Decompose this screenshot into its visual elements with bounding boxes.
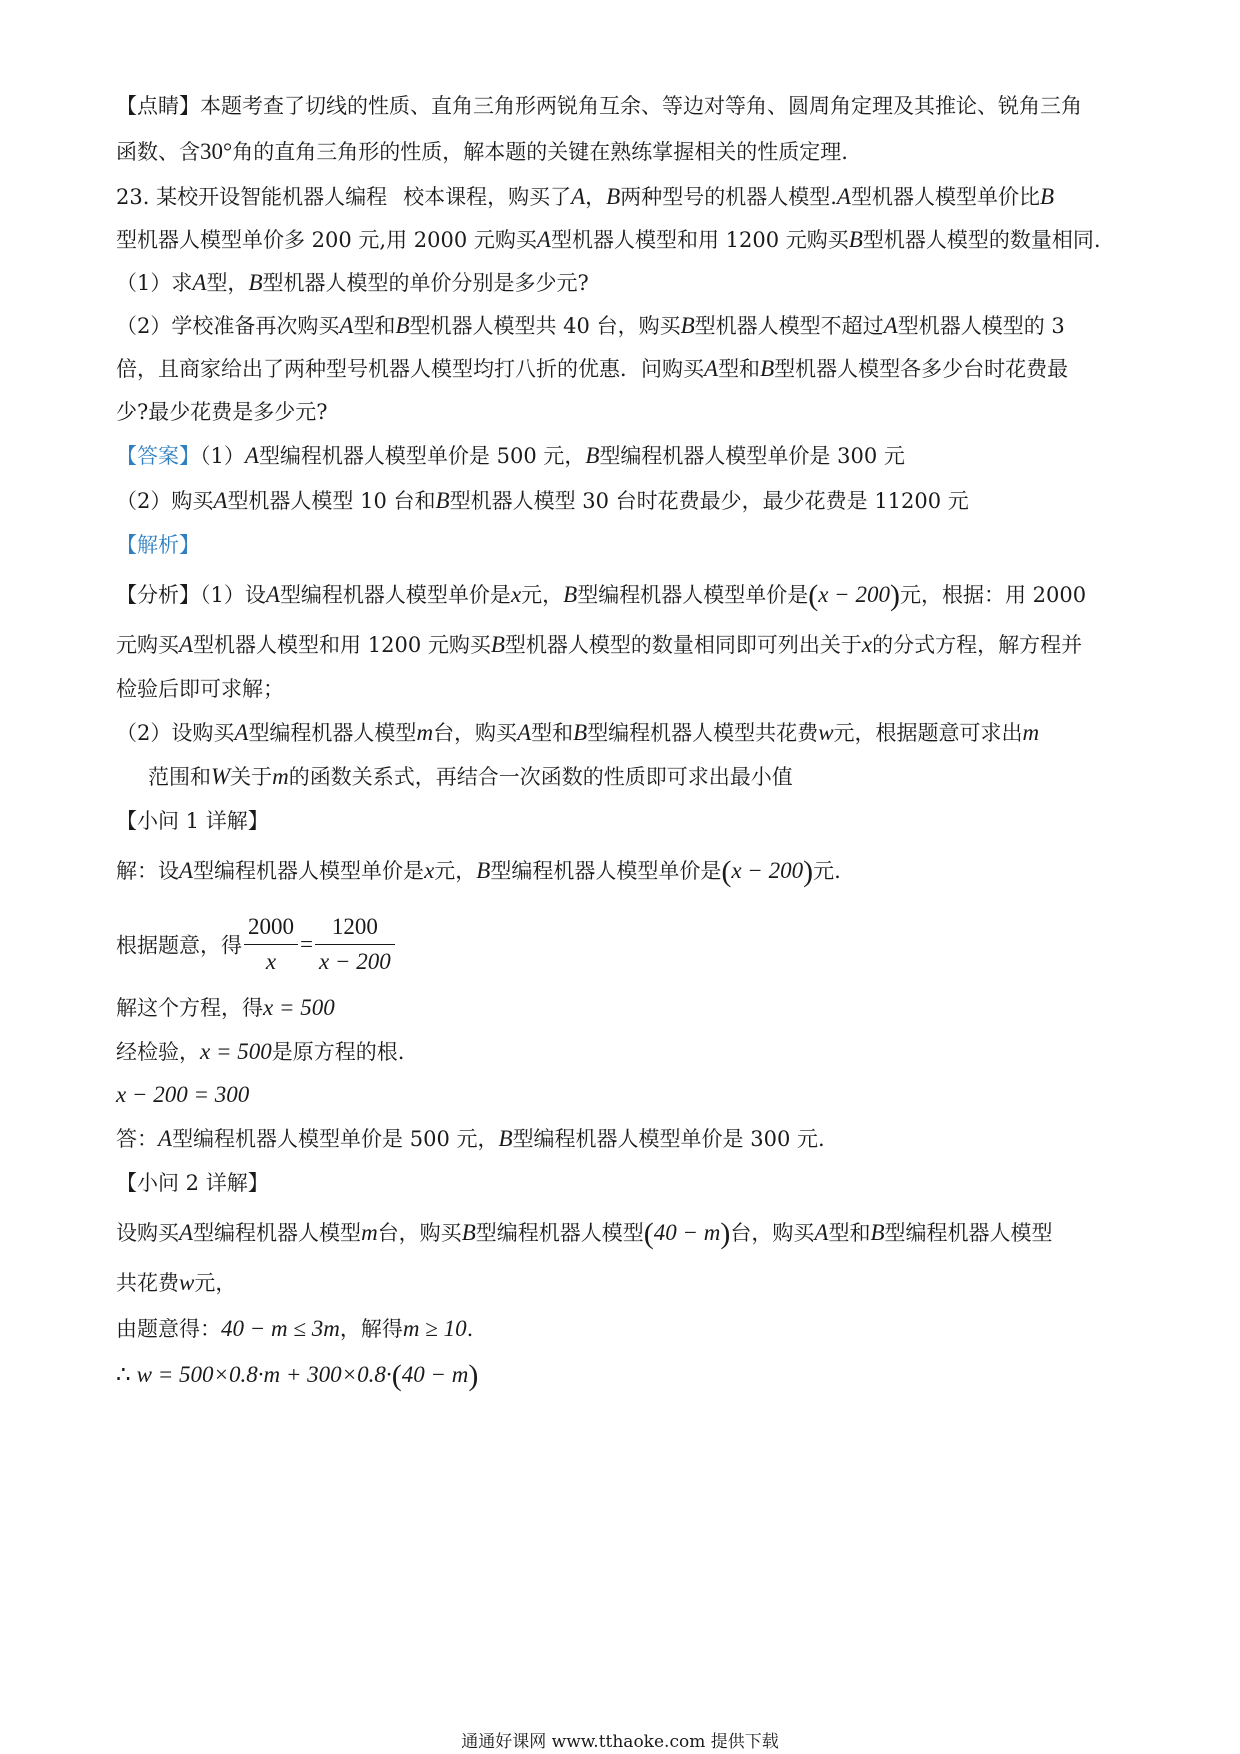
fenxi-line-3: 检验后即可求解； <box>116 677 284 701</box>
question-23-part-2-line-2: 倍，且商家给出了两种型号机器人模型均打八折的优惠．问购买A型和B型机器人模型各多少台时花费最 <box>116 356 1069 381</box>
fraction-1200-over-x-minus-200: $\frac{1200}{x - 200}$ <box>315 912 395 977</box>
xiaowen-2-inequality: 由题意得：40 − m ≤ 3m，解得m ≥ 10. <box>116 1316 474 1341</box>
fenxi-tag: 【分析】 <box>116 583 200 607</box>
answer-tag: 【答案】 <box>116 444 200 468</box>
question-23-part-1: （1）求A型，B型机器人模型的单价分别是多少元? <box>116 270 589 295</box>
xiaowen-1-answer: 答：A型编程机器人模型单价是 500 元，B型编程机器人模型单价是 300 元. <box>116 1126 825 1151</box>
xiaowen-2-line-2: 共花费w元， <box>116 1270 237 1295</box>
xiaowen-2-heading: 【小问 2 详解】 <box>116 1171 269 1195</box>
question-23-line-1: 23. 某校开设智能机器人编程 校本课程，购买了A，B两种型号的机器人模型.A型机器人模型单价比B <box>116 184 1055 209</box>
dianjing-line-1: 【点睛】本题考查了切线的性质、直角三角形两锐角互余、等边对等角、圆周角定理及其推论、锐角三角 <box>116 94 1082 118</box>
answer-line-1: 【答案】（1）A型编程机器人模型单价是 500 元，B型编程机器人模型单价是 300 元 <box>116 443 905 468</box>
fenxi-line-4: （2）设购买A型编程机器人模型m台，购买A型和B型编程机器人模型共花费w元，根据题意可求出m <box>116 720 1040 745</box>
question-23-line-2: 型机器人模型单价多 200 元,用 2000 元购买A型机器人模型和用 1200 元购买B型机器人模型的数量相同. <box>116 227 1101 252</box>
dianjing-line-2: 函数、含30°角的直角三角形的性质，解本题的关键在熟练掌握相关的性质定理. <box>116 139 848 164</box>
xiaowen-1-line-1: 解：设A型编程机器人模型单价是x元，B型编程机器人模型单价是(x − 200)元. <box>116 855 841 888</box>
jiexi-heading: 【解析】 <box>116 533 200 557</box>
fenxi-line-1: 【分析】（1）设A型编程机器人模型单价是x元，B型编程机器人模型单价是(x − 200)元，根据：用 2000 <box>116 579 1087 612</box>
xiaowen-1-heading: 【小问 1 详解】 <box>116 809 269 833</box>
footer-source: 通通好课网 www.tthaoke.com 提供下载 <box>461 1732 779 1752</box>
xiaowen-1-solve: 解这个方程，得x = 500 <box>116 995 335 1020</box>
xiaowen-1-result: x − 200 = 300 <box>116 1082 250 1107</box>
question-23-part-2-line-3: 少?最少花费是多少元? <box>116 400 328 424</box>
fenxi-line-2: 元购买A型机器人模型和用 1200 元购买B型机器人模型的数量相同即可列出关于x的分式方程，解方程并 <box>116 632 1083 657</box>
question-23-part-2-line-1: （2）学校准备再次购买A型和B型机器人模型共 40 台，购买B型机器人模型不超过A型机器人模型的 3 <box>116 313 1065 338</box>
answer-line-2: （2）购买A型机器人模型 10 台和B型机器人模型 30 台时花费最少，最少花费是 11200 元 <box>116 488 969 513</box>
fenxi-line-5: 范围和W关于m的函数关系式，再结合一次函数的性质即可求出最小值 <box>148 764 793 789</box>
xiaowen-2-line-1: 设购买A型编程机器人模型m台，购买B型编程机器人模型(40 − m)台，购买A型和B型编程机器人模型 <box>116 1217 1053 1250</box>
xiaowen-2-cost-function: ∴ w = 500×0.8·m + 300×0.8·(40 − m) <box>116 1359 479 1392</box>
xiaowen-1-equation: 根据题意，得 $\frac{2000}{x}$ = $\frac{1200}{x - 200}$ <box>116 912 1134 977</box>
xiaowen-1-check: 经检验，x = 500是原方程的根. <box>116 1039 405 1064</box>
dianjing-tag: 【点睛】 <box>116 94 200 118</box>
fraction-2000-over-x: $\frac{2000}{x}$ <box>244 912 298 977</box>
